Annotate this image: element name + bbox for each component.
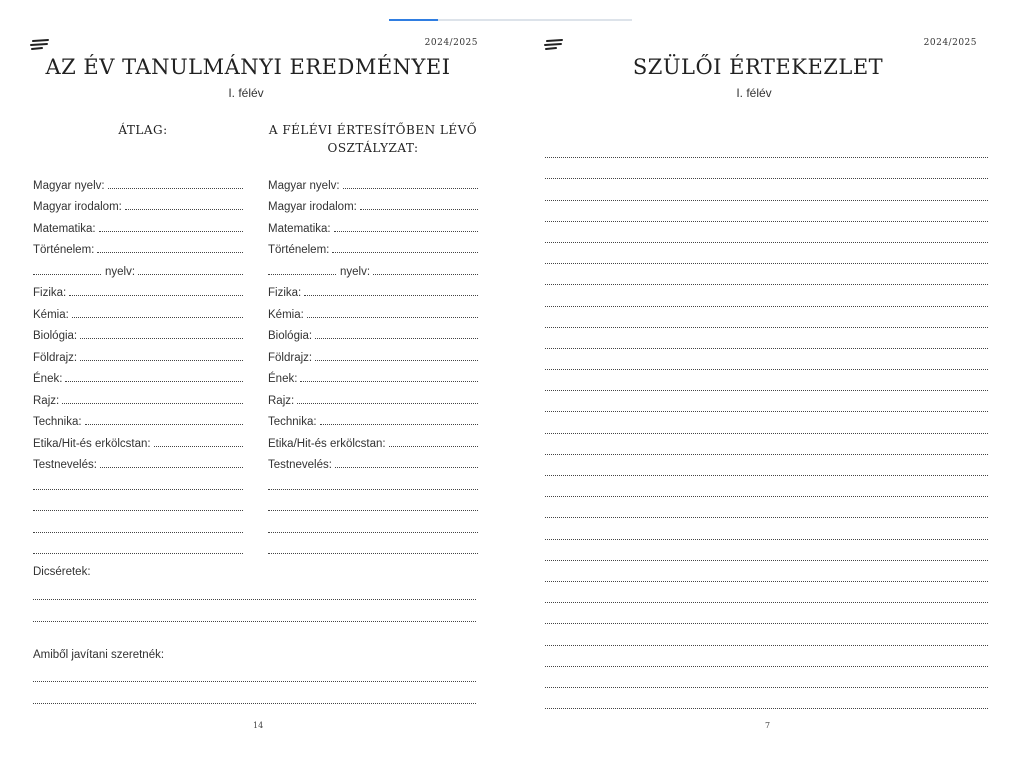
fill-line[interactable] <box>138 264 243 275</box>
subject-label: Magyar nyelv: <box>268 179 340 192</box>
note-line[interactable] <box>545 624 988 645</box>
page-number: 7 <box>765 721 771 730</box>
subject-label: nyelv: <box>340 265 371 278</box>
subject-label: Kémia: <box>268 308 304 321</box>
fill-line[interactable] <box>304 285 478 296</box>
fill-line[interactable] <box>335 457 478 468</box>
subject-label: Ének: <box>33 373 63 385</box>
subject-label: Technika: <box>33 416 82 428</box>
improve-label: Amiből javítani szeretnék: <box>33 649 165 661</box>
fill-line[interactable] <box>125 199 243 210</box>
semester-label: I. félév <box>228 86 264 100</box>
extra-row[interactable] <box>268 471 478 493</box>
subject-row[interactable] <box>33 192 243 214</box>
note-line[interactable] <box>545 391 988 412</box>
subject-label: Földrajz: <box>33 351 78 364</box>
subject-row[interactable] <box>268 299 478 321</box>
extra-row[interactable] <box>33 493 243 515</box>
subject-label: Biológia: <box>268 330 313 342</box>
subject-row[interactable] <box>33 256 243 278</box>
fill-line[interactable] <box>360 199 478 210</box>
fill-line[interactable] <box>300 371 478 382</box>
subject-row[interactable] <box>33 299 243 321</box>
extra-row[interactable] <box>268 514 478 536</box>
subject-label: Testnevelés: <box>268 459 332 471</box>
subject-label: Rajz: <box>268 394 295 407</box>
note-line[interactable] <box>545 582 988 603</box>
subject-label: Magyar irodalom: <box>33 201 122 213</box>
subject-row[interactable] <box>268 450 478 472</box>
note-line[interactable] <box>545 540 988 561</box>
subject-row[interactable] <box>33 321 243 343</box>
fill-line[interactable] <box>307 307 478 318</box>
subject-label: Fizika: <box>268 287 302 299</box>
extra-row[interactable] <box>33 536 243 558</box>
subject-row[interactable] <box>268 192 478 214</box>
fill-line[interactable] <box>332 242 478 253</box>
fill-line[interactable] <box>108 178 243 189</box>
subject-row[interactable] <box>33 385 243 407</box>
fill-line[interactable] <box>320 414 478 425</box>
average-column <box>33 170 243 557</box>
fill-line[interactable] <box>297 393 478 404</box>
fill-line[interactable] <box>154 436 243 447</box>
note-line[interactable] <box>545 264 988 285</box>
subject-row[interactable] <box>268 213 478 235</box>
fill-line[interactable] <box>69 285 243 296</box>
note-line[interactable] <box>545 412 988 433</box>
note-line[interactable] <box>545 179 988 200</box>
fill-line[interactable] <box>65 371 243 382</box>
subject-label: Történelem: <box>268 244 330 256</box>
subject-row[interactable] <box>268 364 478 386</box>
fill-line[interactable] <box>33 553 243 554</box>
note-line[interactable] <box>545 667 988 688</box>
fill-line[interactable] <box>33 510 243 511</box>
note-line[interactable] <box>545 603 988 624</box>
fill-line[interactable] <box>33 489 243 490</box>
improve-line[interactable] <box>33 681 476 682</box>
note-line[interactable] <box>545 243 988 264</box>
right-page <box>530 30 1010 745</box>
fill-line[interactable] <box>72 307 243 318</box>
subject-row[interactable] <box>268 385 478 407</box>
note-line[interactable] <box>545 328 988 349</box>
fill-line[interactable] <box>100 457 243 468</box>
fill-line[interactable] <box>80 350 243 361</box>
subject-row[interactable] <box>33 235 243 257</box>
subject-row[interactable] <box>268 428 478 450</box>
subject-row[interactable] <box>33 450 243 472</box>
extra-row[interactable] <box>268 536 478 558</box>
left-page <box>18 30 498 745</box>
fill-line[interactable] <box>315 328 478 339</box>
extra-row[interactable] <box>33 471 243 493</box>
praise-line[interactable] <box>33 599 476 600</box>
subject-label: Magyar nyelv: <box>33 179 105 192</box>
note-line[interactable] <box>545 201 988 222</box>
page-number: 14 <box>253 721 264 730</box>
note-line[interactable] <box>545 158 988 179</box>
fill-line[interactable] <box>62 393 243 404</box>
praise-line[interactable] <box>33 621 476 622</box>
praise-label: Dicséretek: <box>33 566 91 578</box>
page-title: AZ ÉV TANULMÁNYI EREDMÉNYEI <box>45 55 451 79</box>
subject-label: Kémia: <box>33 308 69 321</box>
fill-line[interactable] <box>268 532 478 533</box>
subject-row[interactable] <box>268 407 478 429</box>
note-line[interactable] <box>545 476 988 497</box>
note-line[interactable] <box>545 222 988 243</box>
page-title: SZÜLŐI ÉRTEKEZLET <box>632 55 884 79</box>
brand-logo-icon <box>544 39 564 51</box>
subject-label: Történelem: <box>33 244 95 256</box>
subject-label: Testnevelés: <box>33 459 97 471</box>
note-line[interactable] <box>545 434 988 455</box>
note-line[interactable] <box>545 688 988 709</box>
improve-line[interactable] <box>33 703 476 704</box>
subject-label: nyelv: <box>105 265 136 278</box>
fill-line[interactable] <box>389 436 478 447</box>
subject-label: Rajz: <box>33 394 60 407</box>
subject-row[interactable] <box>33 407 243 429</box>
language-fill-line[interactable] <box>268 264 336 275</box>
fill-line[interactable] <box>268 510 478 511</box>
subject-row[interactable] <box>268 321 478 343</box>
fill-line[interactable] <box>97 242 243 253</box>
note-line[interactable] <box>545 370 988 391</box>
note-line[interactable] <box>545 518 988 539</box>
subject-label: Magyar irodalom: <box>268 201 357 213</box>
subject-row[interactable] <box>33 213 243 235</box>
subject-label: Ének: <box>268 373 298 385</box>
semester-label: I. félév <box>736 86 772 100</box>
fill-line[interactable] <box>268 553 478 554</box>
subject-label: Etika/Hit-és erkölcstan: <box>268 437 386 450</box>
note-line[interactable] <box>545 349 988 370</box>
extra-row[interactable] <box>268 493 478 515</box>
notes-lines <box>545 137 988 709</box>
fill-line[interactable] <box>334 221 478 232</box>
subject-label: Földrajz: <box>268 351 313 364</box>
fill-line[interactable] <box>85 414 243 425</box>
note-line[interactable] <box>545 455 988 476</box>
grade-column <box>268 170 478 557</box>
page-progress-bar <box>389 19 632 21</box>
fill-line[interactable] <box>343 178 478 189</box>
subject-label: Fizika: <box>33 287 67 299</box>
subject-row[interactable] <box>33 364 243 386</box>
subject-row[interactable] <box>33 278 243 300</box>
average-column-header: ÁTLAG: <box>118 123 168 137</box>
subject-label: Biológia: <box>33 330 78 342</box>
subject-label: Matematika: <box>33 222 96 235</box>
school-year: 2024/2025 <box>424 38 478 48</box>
subject-row[interactable] <box>268 342 478 364</box>
language-fill-line[interactable] <box>33 264 101 275</box>
subject-row[interactable] <box>33 428 243 450</box>
note-line[interactable] <box>545 497 988 518</box>
grade-column-header: A FÉLÉVI ÉRTESÍTŐBEN LÉVŐ OSZTÁLYZAT: <box>268 123 478 155</box>
subject-label: Etika/Hit-és erkölcstan: <box>33 437 151 450</box>
subject-row[interactable] <box>268 278 478 300</box>
page-progress-fill <box>389 19 438 21</box>
subject-row[interactable] <box>268 170 478 192</box>
fill-line[interactable] <box>33 532 243 533</box>
note-line[interactable] <box>545 307 988 328</box>
subject-label: Matematika: <box>268 222 331 235</box>
subject-row[interactable] <box>33 170 243 192</box>
subject-row[interactable] <box>268 256 478 278</box>
note-line[interactable] <box>545 137 988 158</box>
subject-row[interactable] <box>268 235 478 257</box>
subject-row[interactable] <box>33 342 243 364</box>
fill-line[interactable] <box>373 264 478 275</box>
fill-line[interactable] <box>315 350 478 361</box>
fill-line[interactable] <box>99 221 243 232</box>
fill-line[interactable] <box>80 328 243 339</box>
extra-row[interactable] <box>33 514 243 536</box>
note-line[interactable] <box>545 561 988 582</box>
school-year: 2024/2025 <box>923 38 977 48</box>
note-line[interactable] <box>545 646 988 667</box>
subject-label: Technika: <box>268 416 317 428</box>
brand-logo-icon <box>30 39 50 51</box>
note-line[interactable] <box>545 285 988 306</box>
fill-line[interactable] <box>268 489 478 490</box>
